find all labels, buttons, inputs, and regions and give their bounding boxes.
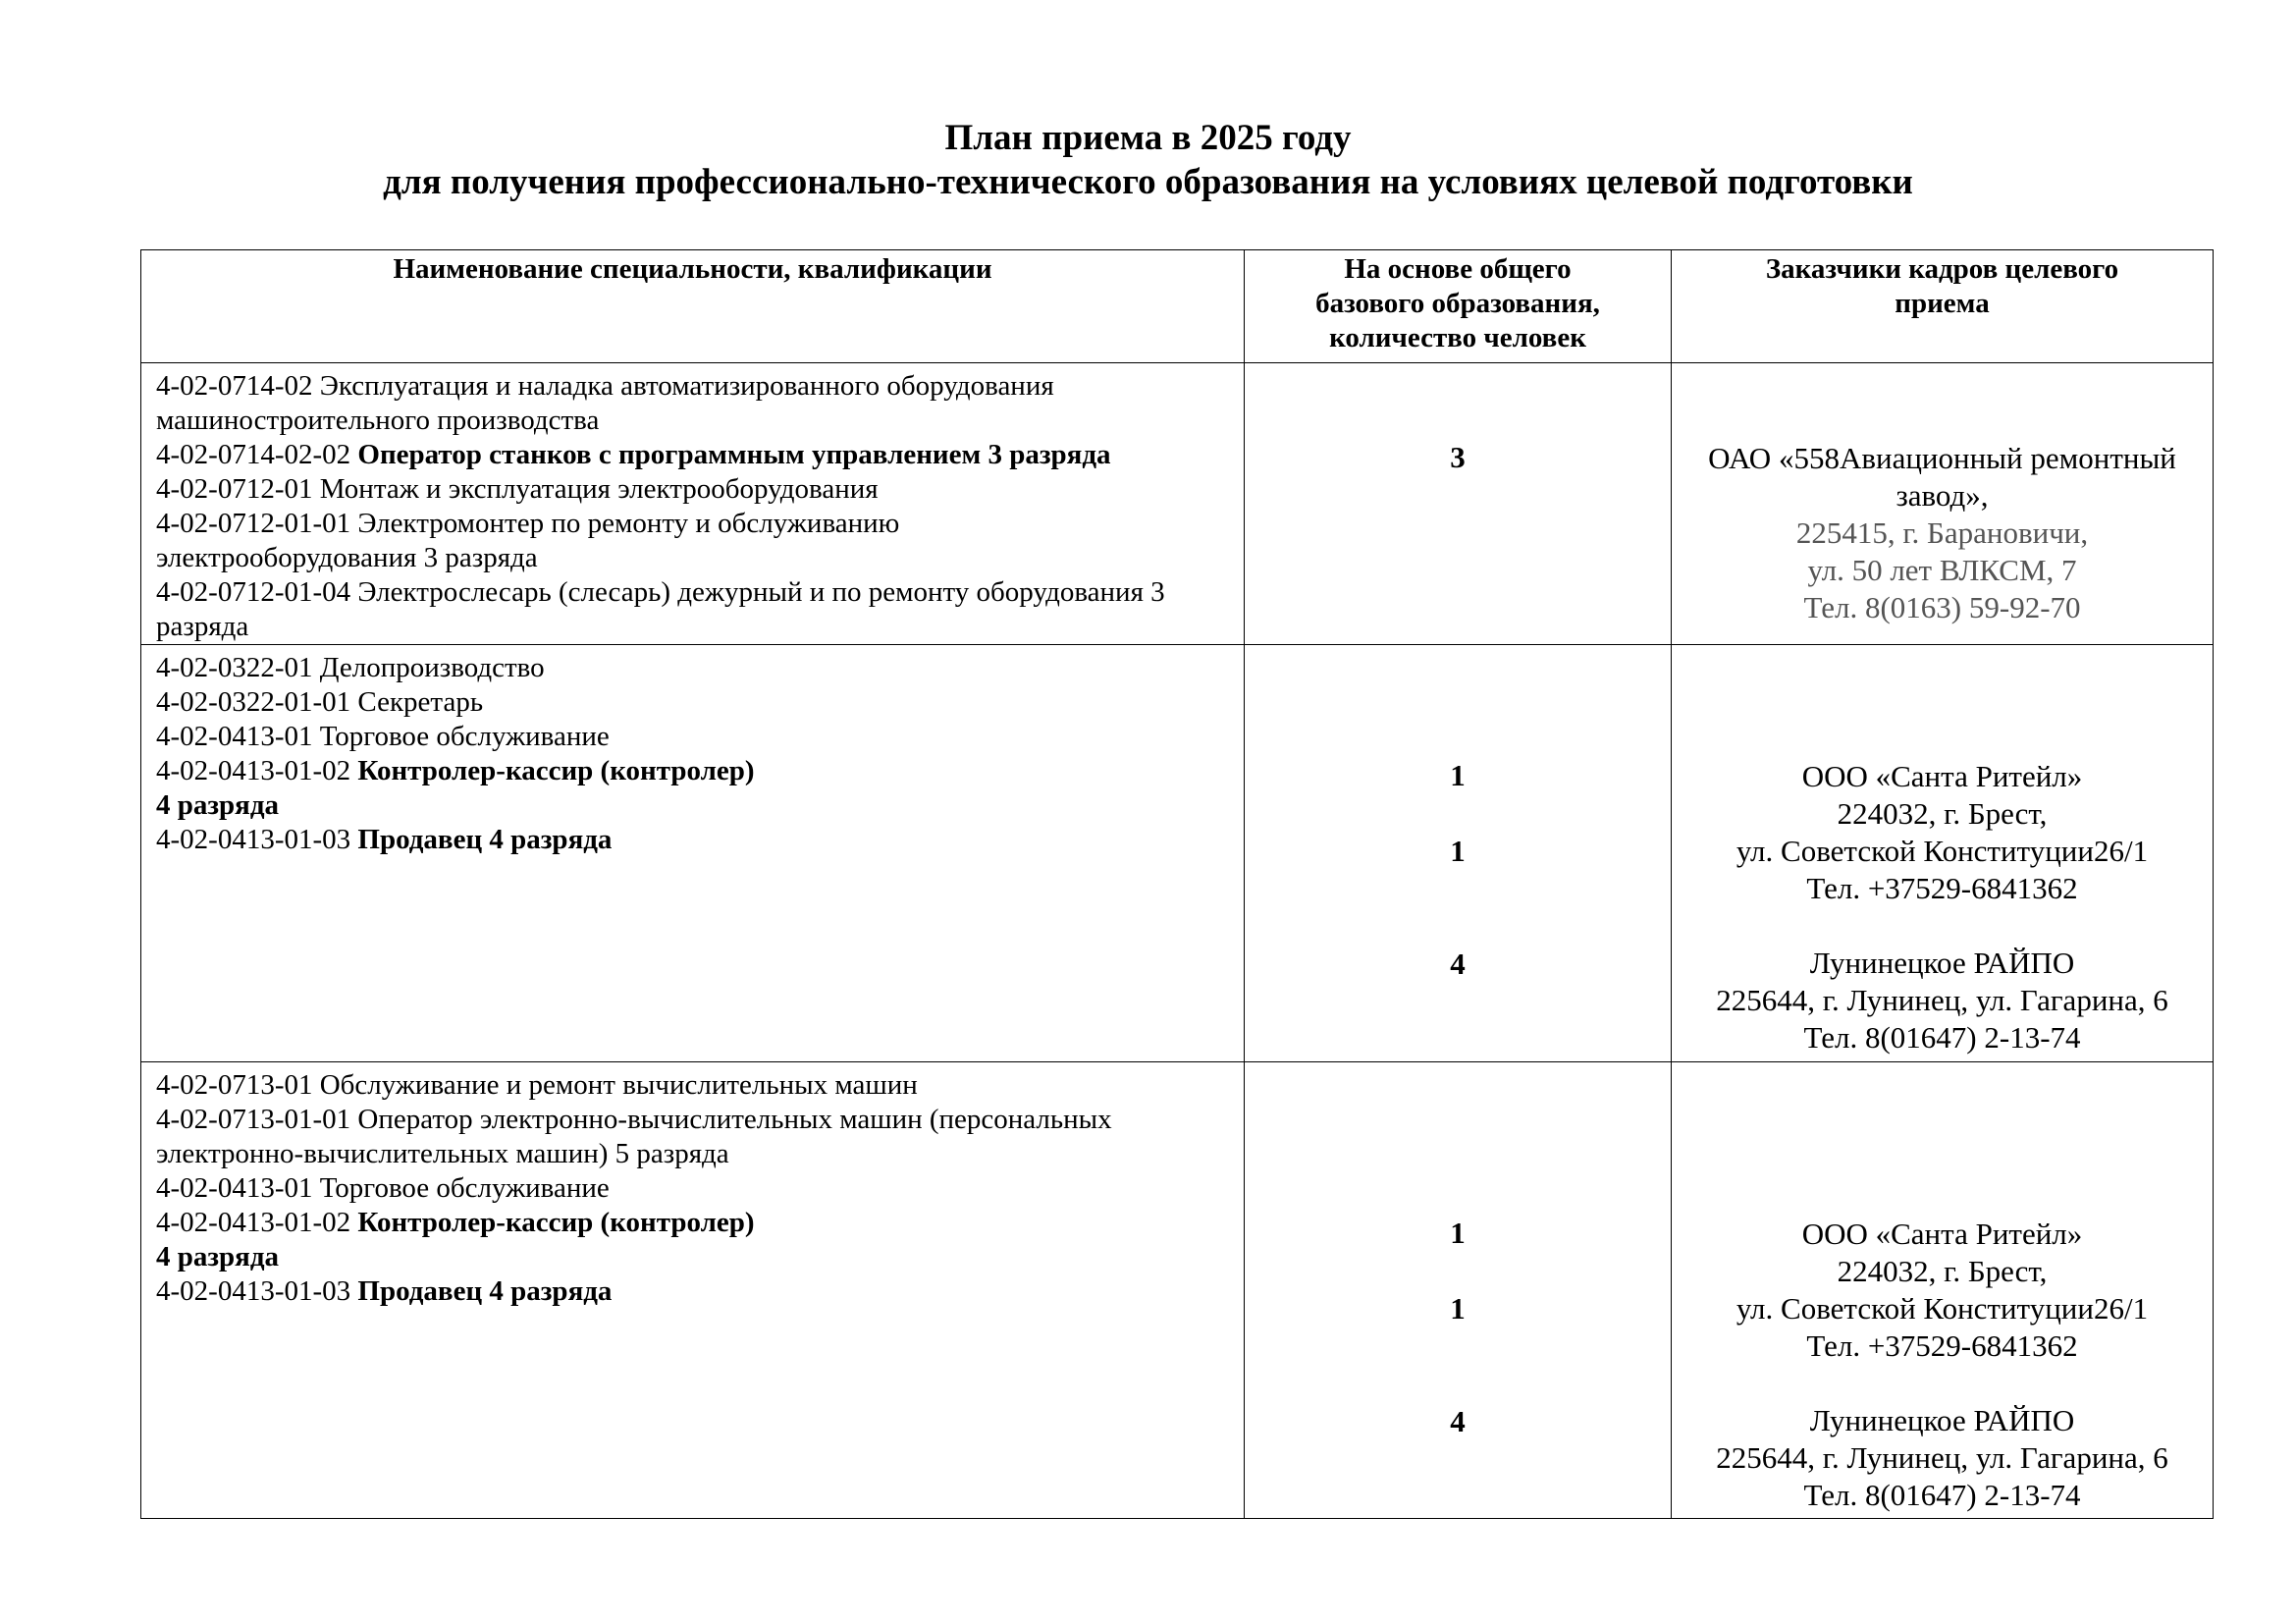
customer-cell [1672, 1062, 2214, 1519]
count-cell [1245, 645, 1672, 1062]
customer-name: ОАО «558Авиационный ремонтный завод», [1708, 441, 2176, 513]
admission-plan-table [140, 249, 2214, 1519]
table-row [141, 1062, 2214, 1519]
count-cell [1245, 1062, 1672, 1519]
header-specialty: Наименование специальности, квалификации [141, 250, 1245, 363]
title-line-2: для получения профессионально-технического образования на условиях целевой подготовки [383, 162, 1913, 202]
specialty-cell: 4-02-0322-01 Делопроизводство 4-02-0322-01-01 Секретарь 4-02-0413-01 Торговое обслуживание 4-02-0413-01-02 Контролер-кассир (контролер) 4 разряда 4-02-0413-01-03 Продавец 4 разряда [141, 645, 1245, 1062]
count-cell [1245, 363, 1672, 645]
customer-cell [1672, 645, 2214, 1062]
table-row [141, 363, 2214, 645]
customer-block: Лунинецкое РАЙПО 225644, г. Лунинец, ул. Гагарина, 6 Тел. 8(01647) 2-13-74 [1716, 946, 2168, 1055]
customer-block: ООО «Санта Ритейл» 224032, г. Брест, ул. Советской Конституции26/1 Тел. +37529-6841362 [1735, 759, 2149, 905]
count-value: 1 [1450, 1291, 1466, 1326]
header-customers: Заказчики кадров целевого приема [1672, 250, 2214, 363]
count-value: 4 [1450, 1404, 1466, 1438]
header-count: На основе общего базового образования, количество человек [1245, 250, 1672, 363]
title-line-1: План приема в 2025 году [944, 118, 1352, 158]
customer-block: ООО «Санта Ритейл» 224032, г. Брест, ул. Советской Конституции26/1 Тел. +37529-6841362 [1735, 1217, 2149, 1363]
count-value: 1 [1450, 758, 1466, 792]
customer-block: Лунинецкое РАЙПО 225644, г. Лунинец, ул. Гагарина, 6 Тел. 8(01647) 2-13-74 [1716, 1403, 2168, 1512]
table-row [141, 645, 2214, 1062]
specialty-cell: 4-02-0713-01 Обслуживание и ремонт вычислительных машин 4-02-0713-01-01 Оператор электронно-вычислительных машин (персональных электронно-вычислительных машин) 5 разряда 4-02-0413-01 Торговое обслуживание 4-02-0413-01-02 Контролер-кассир (контролер) 4 разряда 4-02-0413-01-03 Продавец 4 разряда [141, 1062, 1245, 1519]
count-value: 1 [1450, 1216, 1466, 1250]
customer-cell [1672, 363, 2214, 645]
count-value: 1 [1450, 834, 1466, 868]
document-title [0, 116, 2296, 204]
customer-address: 225415, г. Барановичи, ул. 50 лет ВЛКСМ, 7 Тел. 8(0163) 59-92-70 [1795, 515, 2089, 624]
specialty-cell: 4-02-0714-02 Эксплуатация и наладка автоматизированного оборудования машиностроительного производства 4-02-0714-02-02 Оператор станков с программным управлением 3 разряда 4-02-0712-01 Монтаж и эксплуатация электрооборудования 4-02-0712-01-01 Электромонтер по ремонту и обслуживанию электрооборудования 3 разряда 4-02-0712-01-04 Электрослесарь (слесарь) дежурный и по ремонту оборудования 3 разряда [141, 363, 1245, 645]
table-header-row [141, 250, 2214, 363]
count-value: 3 [1450, 440, 1466, 474]
count-value: 4 [1450, 947, 1466, 981]
